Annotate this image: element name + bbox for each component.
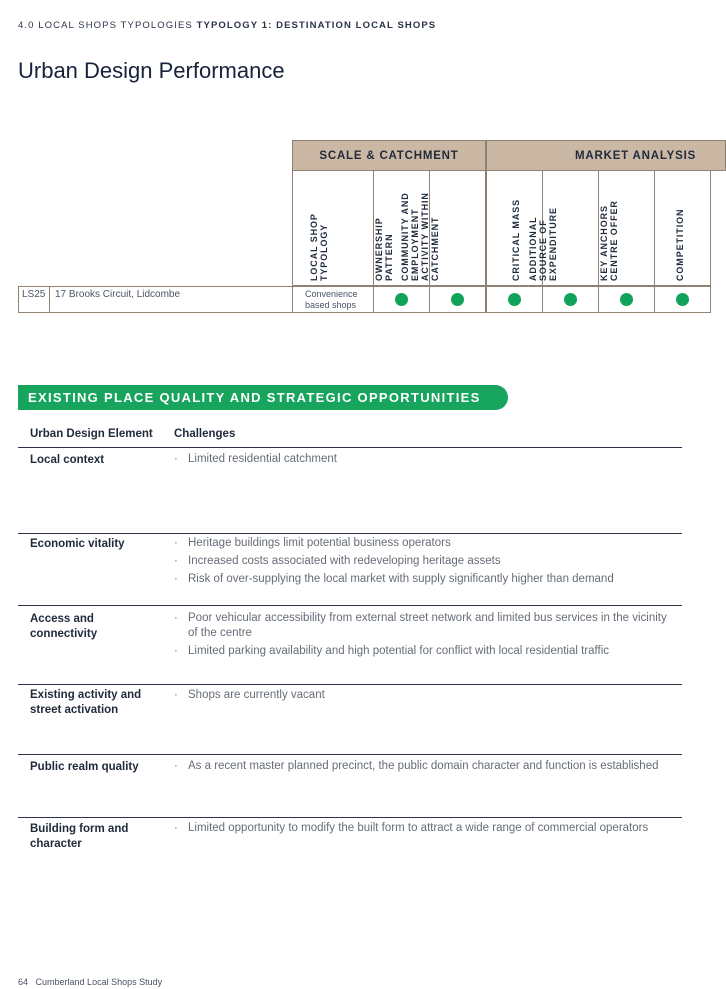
challenge-item: · As a recent master planned precinct, the public domain character and function is established	[174, 759, 674, 774]
challenge-item: · Increased costs associated with redeveloping heritage assets	[174, 554, 674, 569]
challenges-building-form	[174, 821, 674, 839]
group-scale-catchment: SCALE & CATCHMENT	[292, 140, 486, 171]
running-header	[18, 20, 436, 31]
header-section: 4.0 LOCAL SHOPS TYPOLOGIES	[18, 20, 193, 31]
divider	[18, 754, 682, 755]
header-typology: TYPOLOGY 1: DESTINATION LOCAL SHOPS	[196, 20, 437, 31]
page-footer	[18, 977, 162, 987]
challenges-existing-activity	[174, 688, 674, 706]
divider	[18, 605, 682, 606]
row-address: 17 Brooks Circuit, Lidcombe	[49, 286, 293, 313]
col-local-shop-typology: LOCAL SHOP TYPOLOGY	[292, 171, 374, 286]
challenge-item: · Limited residential catchment	[174, 452, 674, 467]
challenge-item: · Heritage buildings limit potential business operators	[174, 536, 674, 551]
rating-cell	[542, 286, 599, 313]
rating-cell	[373, 286, 430, 313]
col-key-anchors: KEY ANCHORS CENTRE OFFER	[598, 171, 655, 286]
header-challenges: Challenges	[174, 428, 236, 440]
rating-cell	[598, 286, 655, 313]
document-name: Cumberland Local Shops Study	[35, 977, 163, 987]
rating-dot-4	[564, 293, 577, 306]
section-banner: EXISTING PLACE QUALITY AND STRATEGIC OPPORTUNITIES	[18, 385, 508, 410]
challenge-item: · Poor vehicular accessibility from external street network and limited bus services in the vicinity of the centre	[174, 611, 674, 641]
col-additional-expenditure: ADDITIONAL SOURCE OF EXPENDITURE	[542, 171, 599, 286]
divider	[18, 684, 682, 685]
challenges-local-context	[174, 452, 674, 470]
challenge-item: · Limited parking availability and high potential for conflict with local residential traffic	[174, 644, 674, 659]
element-local-context: Local context	[30, 454, 105, 466]
element-building-form: Building form and character	[30, 823, 129, 850]
divider	[18, 533, 682, 534]
performance-table	[18, 140, 718, 315]
rating-dot-1	[395, 293, 408, 306]
col-critical-mass: CRITICAL MASS	[486, 171, 543, 286]
challenges-public-realm	[174, 759, 674, 777]
challenge-item: · Limited opportunity to modify the built form to attract a wide range of commercial operators	[174, 821, 674, 836]
rating-dot-5	[620, 293, 633, 306]
rating-dot-3	[508, 293, 521, 306]
page-title: Urban Design Performance	[18, 58, 285, 83]
rating-dot-6	[676, 293, 689, 306]
element-existing-activity: Existing activity and street activation	[30, 689, 142, 716]
rating-cell	[654, 286, 711, 313]
challenges-access-connectivity	[174, 611, 674, 662]
challenge-item: · Risk of over-supplying the local market with supply significantly higher than demand	[174, 572, 674, 587]
element-access-connectivity: Access and connectivity	[30, 613, 98, 640]
rating-cell	[429, 286, 486, 313]
col-ownership-pattern: OWNERSHIP PATTERN	[373, 171, 430, 286]
divider	[18, 817, 682, 818]
col-competition: COMPETITION	[654, 171, 711, 286]
group-market-analysis: MARKET ANALYSIS	[486, 140, 726, 171]
row-code: LS25	[18, 286, 50, 313]
page-number: 64	[18, 977, 29, 987]
rating-dot-2	[451, 293, 464, 306]
rating-cell	[486, 286, 543, 313]
row-typology: Convenience based shops	[292, 286, 374, 313]
challenge-item: · Shops are currently vacant	[174, 688, 674, 703]
element-public-realm: Public realm quality	[30, 761, 139, 773]
divider	[18, 447, 682, 448]
col-community-employment: COMMUNITY AND EMPLOYMENT ACTIVITY WITHIN CATCHMENT	[429, 171, 486, 286]
header-urban-design-element: Urban Design Element	[30, 428, 153, 440]
challenges-economic-vitality	[174, 536, 674, 590]
element-economic-vitality: Economic vitality	[30, 538, 125, 550]
